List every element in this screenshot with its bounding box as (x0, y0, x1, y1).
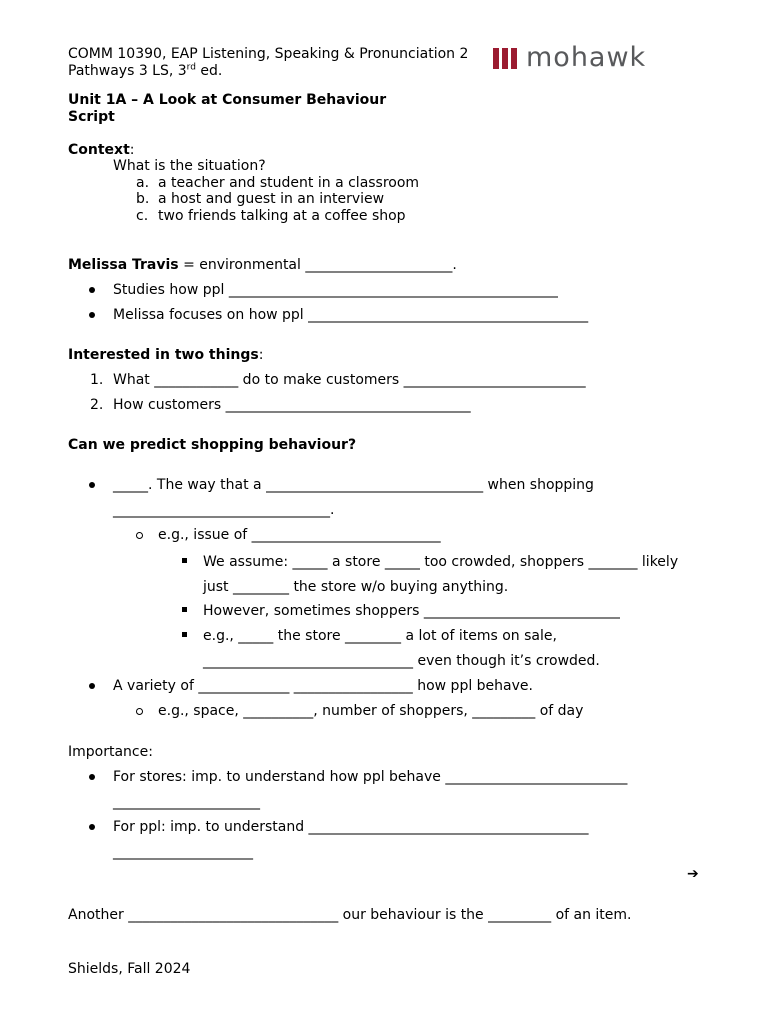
interested-heading-label: Interested in two things (68, 347, 259, 363)
logo-bars-icon (493, 48, 517, 69)
context-option-marker: b. (136, 191, 150, 207)
context-option-marker: a. (136, 175, 150, 191)
importance-line: For ppl: imp. to understand ________________________________________ (113, 819, 589, 835)
square-bullet (182, 632, 187, 637)
context-option: a host and guest in an interview (158, 191, 385, 207)
book-line-text: Pathways 3 LS, 3 (68, 63, 187, 79)
square-bullet (182, 558, 187, 563)
circle-bullet (136, 708, 143, 715)
predict-line: just ________ the store w/o buying anything. (203, 579, 509, 595)
predict-line: However, sometimes shoppers ____________________________ (203, 603, 620, 619)
logo-wordmark: mohawk (526, 42, 647, 73)
unit-title: Unit 1A – A Look at Consumer Behaviour (68, 92, 387, 108)
course-line: COMM 10390, EAP Listening, Speaking & Pronunciation 2 (68, 46, 469, 62)
interested-marker: 1. (90, 372, 104, 388)
square-bullet (182, 607, 187, 612)
predict-line: We assume: _____ a store _____ too crowded, shoppers _______ likely (203, 554, 679, 570)
interested-heading-colon: : (258, 347, 264, 363)
bullet-dot (89, 824, 95, 830)
footer-credit: Shields, Fall 2024 (68, 961, 191, 977)
book-line (68, 63, 222, 80)
bullet-dot (89, 287, 95, 293)
bullet-dot (89, 482, 95, 488)
another-line: Another ______________________________ our behaviour is the _________ of an item. (68, 907, 632, 923)
mohawk-logo (493, 42, 647, 73)
context-heading-colon: : (129, 142, 135, 158)
context-option-marker: c. (136, 208, 149, 224)
book-line-suffix: ed. (195, 63, 223, 79)
predict-line: ______________________________ even though it’s crowded. (203, 653, 600, 669)
interested-item: How customers ___________________________________ (113, 397, 471, 413)
interested-item: What ____________ do to make customers __________________________ (113, 372, 586, 388)
predict-line: e.g., issue of ___________________________ (158, 527, 441, 543)
predict-line: e.g., space, __________, number of shoppers, _________ of day (158, 703, 584, 719)
melissa-name: Melissa Travis (68, 257, 179, 273)
context-heading-label: Context (68, 142, 130, 158)
bullet-dot (89, 774, 95, 780)
predict-line: A variety of _____________ _________________ how ppl behave. (113, 678, 533, 694)
melissa-bullet: Melissa focuses on how ppl ________________________________________ (113, 307, 589, 323)
predict-line: e.g., _____ the store ________ a lot of items on sale, (203, 628, 557, 644)
circle-bullet (136, 532, 143, 539)
bullet-dot (89, 683, 95, 689)
melissa-line-rest: = environmental _____________________. (178, 257, 457, 273)
context-heading (68, 142, 135, 159)
context-option: two friends talking at a coffee shop (158, 208, 406, 224)
interested-heading (68, 347, 263, 364)
predict-line: _______________________________. (113, 502, 335, 518)
unit-subtitle: Script (68, 109, 115, 125)
book-line-superscript: rd (186, 62, 196, 73)
melissa-bullet: Studies how ppl _______________________________________________ (113, 282, 558, 298)
predict-heading: Can we predict shopping behaviour? (68, 437, 357, 453)
context-option: a teacher and student in a classroom (158, 175, 420, 191)
importance-line: _____________________ (113, 794, 260, 810)
melissa-line (68, 257, 457, 274)
arrow-right-icon: ➔ (687, 866, 699, 882)
bullet-dot (89, 312, 95, 318)
interested-marker: 2. (90, 397, 104, 413)
importance-line: ____________________ (113, 844, 253, 860)
predict-line: _____. The way that a _______________________________ when shopping (113, 477, 594, 493)
importance-line: For stores: imp. to understand how ppl behave __________________________ (113, 769, 628, 785)
importance-heading: Importance: (68, 744, 153, 760)
context-question: What is the situation? (113, 158, 266, 174)
